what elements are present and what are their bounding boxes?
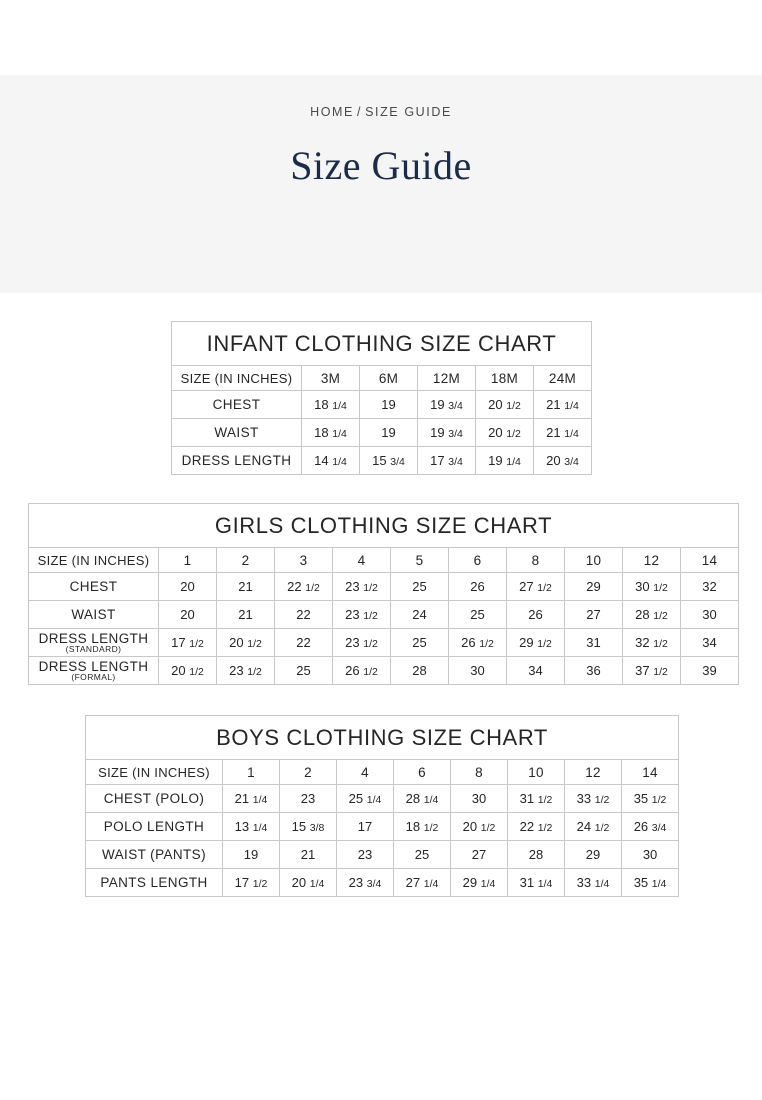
table-cell: 15 3/8 (280, 813, 337, 841)
table-cell: 30 (622, 841, 679, 869)
table-cell: 31 1/2 (508, 785, 565, 813)
table-row (86, 760, 679, 785)
infant-chart-title: INFANT CLOTHING SIZE CHART (172, 322, 592, 366)
column-header: 2 (217, 548, 275, 573)
table-cell: 26 3/4 (622, 813, 679, 841)
table-cell: 28 (391, 657, 449, 685)
row-label: PANTS LENGTH (86, 869, 223, 897)
boys-chart-title: BOYS CLOTHING SIZE CHART (86, 716, 679, 760)
table-cell: 26 1/2 (449, 629, 507, 657)
column-header: SIZE (IN INCHES) (172, 366, 302, 391)
column-header: 12M (418, 366, 476, 391)
girls-chart-title: GIRLS CLOTHING SIZE CHART (29, 504, 739, 548)
table-cell: 28 (508, 841, 565, 869)
column-header: 6 (394, 760, 451, 785)
table-cell: 25 (449, 601, 507, 629)
table-cell: 26 (507, 601, 565, 629)
table-cell: 30 (449, 657, 507, 685)
table-row (29, 573, 739, 601)
column-header: 1 (223, 760, 280, 785)
table-cell: 25 (391, 629, 449, 657)
column-header: 14 (681, 548, 739, 573)
table-row (86, 841, 679, 869)
row-sublabel: (STANDARD) (65, 644, 122, 654)
table-cell: 29 (565, 573, 623, 601)
table-row (86, 869, 679, 897)
column-header: 1 (159, 548, 217, 573)
table-cell: 30 (451, 785, 508, 813)
table-row (29, 504, 739, 548)
table-cell: 23 1/2 (333, 573, 391, 601)
table-cell: 29 (565, 841, 622, 869)
table-row (86, 716, 679, 760)
column-header: 8 (451, 760, 508, 785)
table-cell: 26 (449, 573, 507, 601)
table-row (172, 447, 592, 475)
column-header: 18M (476, 366, 534, 391)
row-label: WAIST (29, 601, 159, 629)
table-cell: 22 (275, 629, 333, 657)
boys-table (85, 715, 679, 897)
column-header: 14 (622, 760, 679, 785)
table-cell: 20 3/4 (534, 447, 592, 475)
table-row (172, 322, 592, 366)
table-cell: 20 1/2 (159, 657, 217, 685)
column-header: 3M (302, 366, 360, 391)
table-cell: 21 1/4 (223, 785, 280, 813)
table-cell: 23 1/2 (333, 629, 391, 657)
table-cell: 15 3/4 (360, 447, 418, 475)
page-title: Size Guide (290, 143, 472, 188)
breadcrumb-separator: / (356, 105, 363, 119)
breadcrumb-home-link[interactable]: HOME (310, 105, 354, 119)
table-cell: 17 3/4 (418, 447, 476, 475)
table-cell: 28 1/4 (394, 785, 451, 813)
table-cell: 28 1/2 (623, 601, 681, 629)
column-header: 8 (507, 548, 565, 573)
table-cell: 31 (565, 629, 623, 657)
column-header: 4 (333, 548, 391, 573)
table-cell: 17 1/2 (223, 869, 280, 897)
table-cell: 20 1/2 (451, 813, 508, 841)
table-cell: 27 1/2 (507, 573, 565, 601)
table-cell: 30 (681, 601, 739, 629)
table-row (172, 391, 592, 419)
table-cell: 25 (391, 573, 449, 601)
table-cell: 14 1/4 (302, 447, 360, 475)
table-cell: 19 1/4 (476, 447, 534, 475)
table-cell: 22 1/2 (275, 573, 333, 601)
table-cell: 26 1/2 (333, 657, 391, 685)
table-cell: 21 (217, 573, 275, 601)
row-label-text: DRESS LENGTH (38, 631, 149, 646)
column-header: 12 (565, 760, 622, 785)
row-label: CHEST (POLO) (86, 785, 223, 813)
table-cell: 21 1/4 (534, 419, 592, 447)
column-header: 4 (337, 760, 394, 785)
column-header: 6 (449, 548, 507, 573)
table-cell: 25 (394, 841, 451, 869)
table-cell: 24 (391, 601, 449, 629)
table-cell: 20 1/2 (476, 391, 534, 419)
table-cell: 20 1/4 (280, 869, 337, 897)
size-charts-container (0, 293, 762, 897)
table-cell: 23 1/2 (333, 601, 391, 629)
row-label: DRESS LENGTH (172, 447, 302, 475)
table-row (172, 419, 592, 447)
table-cell: 21 (280, 841, 337, 869)
table-cell: 20 (159, 601, 217, 629)
table-cell: 27 (451, 841, 508, 869)
table-cell: 19 (360, 391, 418, 419)
table-cell: 33 1/4 (565, 869, 622, 897)
row-label: WAIST (PANTS) (86, 841, 223, 869)
column-header: 24M (534, 366, 592, 391)
table-cell: 36 (565, 657, 623, 685)
row-label: POLO LENGTH (86, 813, 223, 841)
table-cell: 22 1/2 (508, 813, 565, 841)
table-cell: 27 (565, 601, 623, 629)
boys-size-chart (85, 715, 677, 897)
table-cell: 27 1/4 (394, 869, 451, 897)
table-cell: 30 1/2 (623, 573, 681, 601)
table-row (29, 629, 739, 657)
table-cell: 21 1/4 (534, 391, 592, 419)
table-cell: 35 1/4 (622, 869, 679, 897)
table-cell: 29 1/2 (507, 629, 565, 657)
column-header: 10 (565, 548, 623, 573)
column-header: 5 (391, 548, 449, 573)
row-sublabel: (FORMAL) (71, 672, 116, 682)
column-header: SIZE (IN INCHES) (86, 760, 223, 785)
breadcrumb-current: SIZE GUIDE (365, 105, 452, 119)
table-cell: 23 1/2 (217, 657, 275, 685)
table-row (86, 785, 679, 813)
table-cell: 19 3/4 (418, 391, 476, 419)
table-cell: 35 1/2 (622, 785, 679, 813)
row-label (29, 657, 159, 685)
table-cell: 22 (275, 601, 333, 629)
table-cell: 33 1/2 (565, 785, 622, 813)
table-cell: 17 (337, 813, 394, 841)
table-cell: 13 1/4 (223, 813, 280, 841)
column-header: SIZE (IN INCHES) (29, 548, 159, 573)
table-cell: 19 (223, 841, 280, 869)
column-header: 10 (508, 760, 565, 785)
row-label: CHEST (172, 391, 302, 419)
table-cell: 39 (681, 657, 739, 685)
table-row (172, 366, 592, 391)
table-cell: 23 (280, 785, 337, 813)
table-cell: 17 1/2 (159, 629, 217, 657)
row-label: WAIST (172, 419, 302, 447)
breadcrumb (0, 105, 762, 119)
table-cell: 31 1/4 (508, 869, 565, 897)
table-cell: 32 (681, 573, 739, 601)
table-cell: 20 (159, 573, 217, 601)
table-cell: 23 (337, 841, 394, 869)
table-cell: 20 1/2 (476, 419, 534, 447)
table-cell: 19 3/4 (418, 419, 476, 447)
table-cell: 24 1/2 (565, 813, 622, 841)
table-cell: 25 (275, 657, 333, 685)
girls-table (28, 503, 739, 685)
table-row (29, 601, 739, 629)
table-cell: 32 1/2 (623, 629, 681, 657)
table-cell: 29 1/4 (451, 869, 508, 897)
table-cell: 37 1/2 (623, 657, 681, 685)
table-cell: 18 1/4 (302, 391, 360, 419)
infant-table (171, 321, 592, 475)
table-cell: 21 (217, 601, 275, 629)
row-label-text: DRESS LENGTH (38, 659, 149, 674)
table-row (29, 548, 739, 573)
table-row (86, 813, 679, 841)
table-cell: 34 (681, 629, 739, 657)
row-label (29, 629, 159, 657)
column-header: 3 (275, 548, 333, 573)
column-header: 2 (280, 760, 337, 785)
column-header: 6M (360, 366, 418, 391)
infant-size-chart (171, 321, 591, 475)
top-whitespace (0, 0, 762, 75)
table-row (29, 657, 739, 685)
table-cell: 34 (507, 657, 565, 685)
table-cell: 25 1/4 (337, 785, 394, 813)
table-cell: 19 (360, 419, 418, 447)
table-cell: 18 1/4 (302, 419, 360, 447)
page-header (0, 75, 762, 293)
table-cell: 20 1/2 (217, 629, 275, 657)
table-cell: 18 1/2 (394, 813, 451, 841)
column-header: 12 (623, 548, 681, 573)
table-cell: 23 3/4 (337, 869, 394, 897)
girls-size-chart (28, 503, 734, 685)
row-label: CHEST (29, 573, 159, 601)
